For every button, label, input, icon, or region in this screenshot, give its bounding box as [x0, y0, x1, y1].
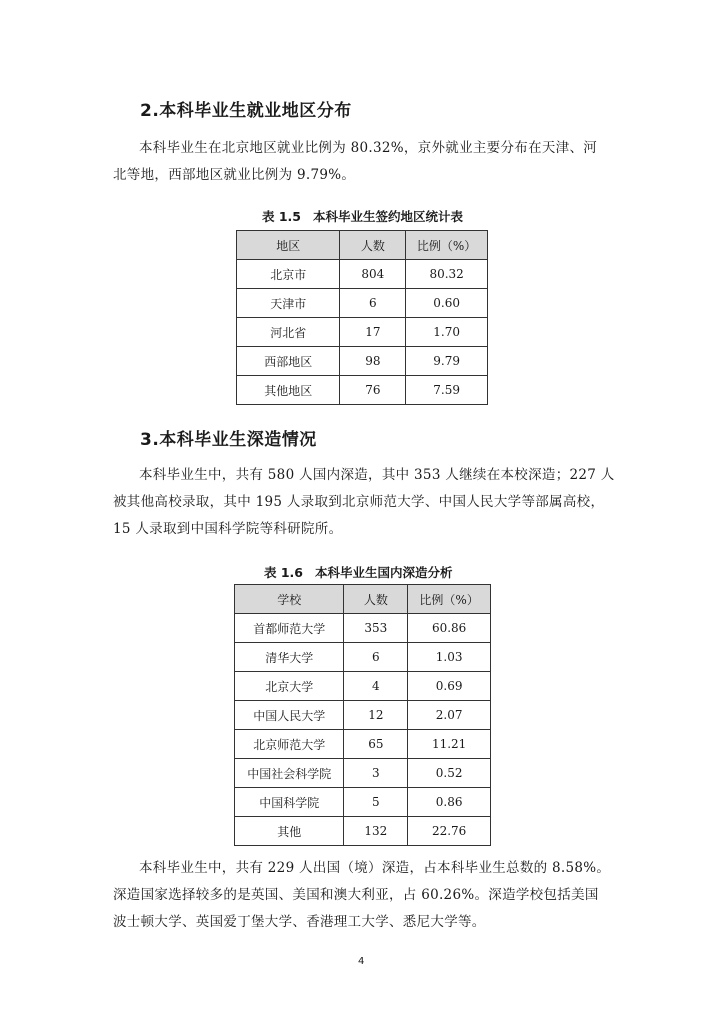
table-row [237, 376, 488, 405]
table-cell: 12 [344, 701, 408, 730]
paragraph-line: 本科毕业生中，共有 229 人出国（境）深造，占本科毕业生总数的 8.58%。 [139, 860, 611, 876]
table-cell: 60.86 [408, 614, 491, 643]
paragraph-line: 被其他高校录取，其中 195 人录取到北京师范大学、中国人民大学等部属高校， [113, 494, 605, 510]
table-row [235, 817, 491, 846]
table-cell: 北京大学 [235, 672, 344, 701]
region-table [236, 230, 488, 405]
table-cell: 北京师范大学 [235, 730, 344, 759]
table-row [237, 347, 488, 376]
table-cell: 5 [344, 788, 408, 817]
table-row [235, 730, 491, 759]
table-cell: 4 [344, 672, 408, 701]
table-cell: 353 [344, 614, 408, 643]
table-cell: 中国科学院 [235, 788, 344, 817]
table-title: 本科毕业生国内深造分析 [315, 565, 453, 580]
table-row [237, 260, 488, 289]
table-title: 本科毕业生签约地区统计表 [313, 209, 464, 224]
table-row [235, 788, 491, 817]
table-cell: 132 [344, 817, 408, 846]
table-row [235, 614, 491, 643]
table-cell: 中国人民大学 [235, 701, 344, 730]
table-cell: 1.70 [406, 318, 488, 347]
table-cell: 6 [344, 643, 408, 672]
paragraph-line: 本科毕业生在北京地区就业比例为 80.32%，京外就业主要分布在天津、河 [139, 140, 598, 156]
table-cell: 6 [340, 289, 406, 318]
table-row [237, 318, 488, 347]
table-cell: 11.21 [408, 730, 491, 759]
table-cell: 804 [340, 260, 406, 289]
table-cell: 9.79 [406, 347, 488, 376]
table-cell: 1.03 [408, 643, 491, 672]
table-cell: 0.60 [406, 289, 488, 318]
paragraph-line: 本科毕业生中，共有 580 人国内深造，其中 353 人继续在本校深造；227 人 [139, 467, 615, 483]
table-1-6-caption [264, 563, 453, 581]
section-3-paragraph [113, 462, 633, 543]
table-header-row [237, 231, 488, 260]
abroad-paragraph [113, 855, 633, 936]
table-cell: 首都师范大学 [235, 614, 344, 643]
table-cell: 2.07 [408, 701, 491, 730]
column-header: 人数 [344, 585, 408, 614]
table-cell: 天津市 [237, 289, 340, 318]
section-2-heading: 2.本科毕业生就业地区分布 [140, 101, 352, 121]
table-row [235, 759, 491, 788]
table-cell: 西部地区 [237, 347, 340, 376]
table-cell: 65 [344, 730, 408, 759]
table-row [237, 289, 488, 318]
table-row [235, 643, 491, 672]
table-row [235, 672, 491, 701]
column-header: 学校 [235, 585, 344, 614]
table-number: 表 1.5 [262, 209, 301, 224]
table-cell: 其他地区 [237, 376, 340, 405]
table-cell: 3 [344, 759, 408, 788]
table-cell: 北京市 [237, 260, 340, 289]
paragraph-line: 深造国家选择较多的是英国、美国和澳大利亚，占 60.26%。深造学校包括美国 [113, 887, 599, 903]
domestic-study-table [234, 584, 491, 846]
column-header: 地区 [237, 231, 340, 260]
table-1-5-caption [262, 207, 463, 225]
paragraph-line: 北等地，西部地区就业比例为 9.79%。 [113, 167, 356, 183]
section-3-heading: 3.本科毕业生深造情况 [140, 430, 317, 450]
table-header-row [235, 585, 491, 614]
paragraph-line: 波士顿大学、英国爱丁堡大学、香港理工大学、悉尼大学等。 [113, 914, 486, 930]
table-cell: 22.76 [408, 817, 491, 846]
table-cell: 0.69 [408, 672, 491, 701]
column-header: 人数 [340, 231, 406, 260]
column-header: 比例（%） [408, 585, 491, 614]
column-header: 比例（%） [406, 231, 488, 260]
table-cell: 98 [340, 347, 406, 376]
table-cell: 河北省 [237, 318, 340, 347]
table-cell: 0.86 [408, 788, 491, 817]
table-cell: 17 [340, 318, 406, 347]
table-cell: 清华大学 [235, 643, 344, 672]
page-number: 4 [358, 956, 365, 967]
table-cell: 0.52 [408, 759, 491, 788]
table-cell: 7.59 [406, 376, 488, 405]
paragraph-line: 15 人录取到中国科学院等科研院所。 [113, 521, 343, 537]
table-number: 表 1.6 [264, 565, 303, 580]
table-cell: 80.32 [406, 260, 488, 289]
table-cell: 其他 [235, 817, 344, 846]
section-2-paragraph [113, 135, 633, 189]
table-cell: 76 [340, 376, 406, 405]
table-row [235, 701, 491, 730]
table-cell: 中国社会科学院 [235, 759, 344, 788]
